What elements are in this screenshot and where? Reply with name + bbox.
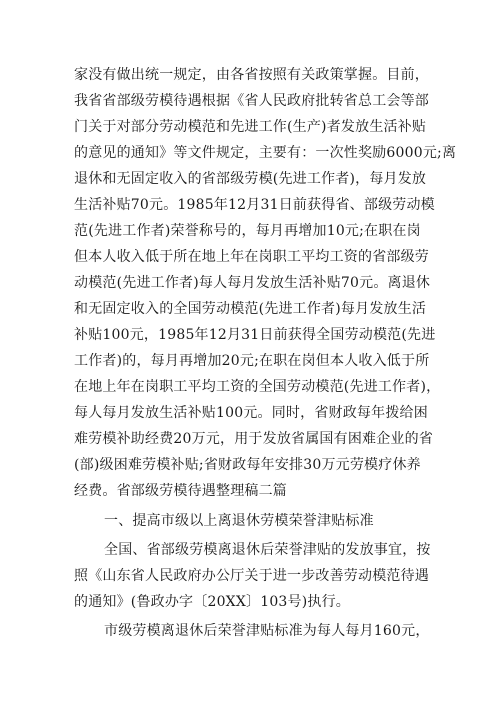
text-line-1: 家没有做出统一规定，由各省按照有关政策掌握。目前， (74, 67, 429, 83)
text-line-9: 动模范(先进工作者)每人每月发放生活补贴70元。离退休 (74, 275, 431, 291)
text-line-10: 和无固定收入的全国劳动模范(先进工作者)每月发放生活 (74, 301, 427, 317)
text-line-12: 工作者)的，每月再增加20元;在职在岗但本人收入低于所 (74, 353, 430, 369)
text-line-15: 难劳模补助经费20万元，用于发放省属国有困难企业的省 (74, 431, 434, 447)
text-line-4: 的意见的通知》等文件规定，主要有：一次性奖励6000元;离 (74, 145, 457, 161)
section-heading: 一、提高市级以上离退休劳模荣誉津贴标准 (104, 513, 374, 529)
text-line-8: 但本人收入低于所在地上年在岗职工平均工资的省部级劳 (74, 249, 429, 265)
text-line-17: 经费。省部级劳模待遇整理稿二篇 (74, 483, 287, 499)
text-line-13: 在地上年在岗职工平均工资的全国劳动模范(先进工作者)， (74, 379, 441, 395)
text-line-22: 市级劳模离退休后荣誉津贴标准为每人每月160元， (104, 623, 430, 639)
text-line-20: 照《山东省人民政府办公厅关于进一步改善劳动模范待遇 (74, 568, 429, 584)
text-line-11: 补贴100元，1985年12月31日前获得全国劳动模范(先进 (74, 327, 436, 343)
text-line-2: 我省省部级劳模待遇根据《省人民政府批转省总工会等部 (74, 93, 429, 109)
text-line-5: 退休和无固定收入的省部级劳模(先进工作者)，每月发放 (74, 171, 427, 187)
text-line-7: 范(先进工作者)荣誉称号的，每月再增加10元;在职在岗 (74, 223, 421, 239)
text-line-6: 生活补贴70元。1985年12月31日前获得省、部级劳动模 (74, 197, 435, 213)
text-line-19: 全国、省部级劳模离退休后荣誉津贴的发放事宜，按 (104, 542, 431, 558)
text-line-16: (部)级困难劳模补贴;省财政每年安排30万元劳模疗休养 (74, 457, 421, 473)
text-line-3: 门关于对部分劳动模范和先进工作(生产)者发放生活补贴 (74, 119, 427, 135)
text-line-14: 每人每月发放生活补贴100元。同时，省财政每年拨给困 (74, 405, 428, 421)
text-line-21: 的通知》(鲁政办字〔20XX〕103号)执行。 (74, 594, 350, 610)
